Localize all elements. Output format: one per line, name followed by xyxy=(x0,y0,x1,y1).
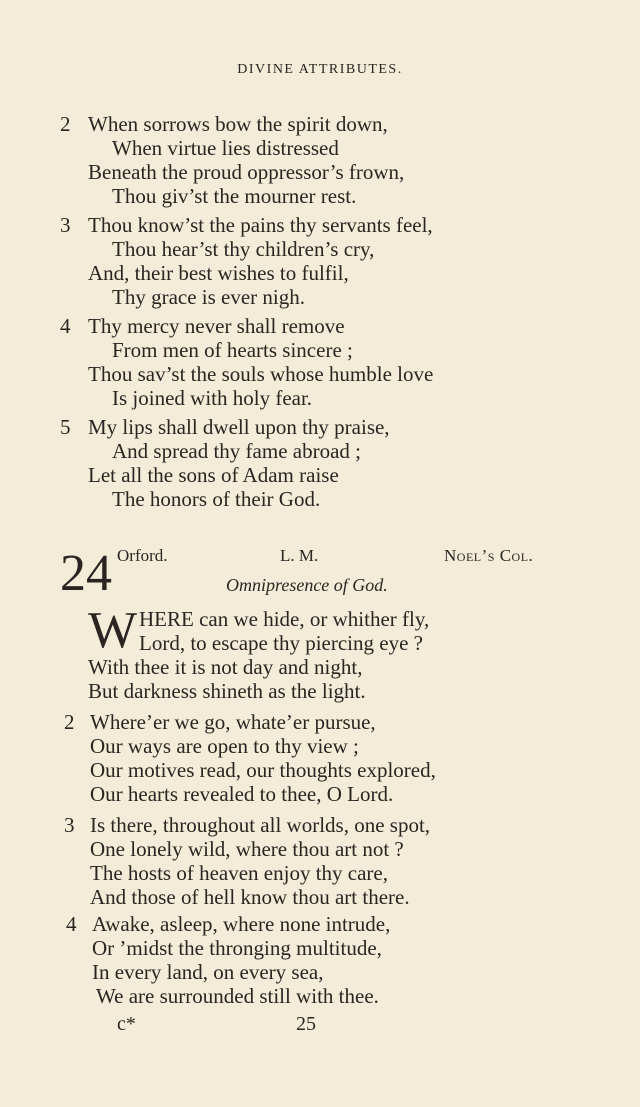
verse-line: When virtue lies distressed xyxy=(112,136,339,160)
verse-line: My lips shall dwell upon thy praise, xyxy=(88,415,390,439)
verse-line: But darkness shineth as the light. xyxy=(88,679,366,703)
verse-number: 3 xyxy=(60,213,71,237)
verse-line: We are surrounded still with thee. xyxy=(96,984,379,1008)
verse-line: Is there, throughout all worlds, one spot, xyxy=(90,813,431,837)
verse-line: Thy grace is ever nigh. xyxy=(112,285,306,309)
verse-line: From men of hearts sincere ; xyxy=(112,338,353,362)
source-credit: Noel’s Col. xyxy=(444,546,534,565)
verse-line: Thou giv’st the mourner rest. xyxy=(112,184,357,208)
verse-line: Beneath the proud oppressor’s frown, xyxy=(88,160,405,184)
verse-line: In every land, on every sea, xyxy=(92,960,324,984)
verse-line: Our motives read, our thoughts explored, xyxy=(90,758,436,782)
verse-line: And those of hell know thou art there. xyxy=(90,885,410,909)
verse-line: Thy mercy never shall remove xyxy=(88,314,345,338)
page-number: 25 xyxy=(296,1013,316,1035)
verse-line: Our ways are open to thy view ; xyxy=(90,734,359,758)
verse-line: Is joined with holy fear. xyxy=(112,386,313,410)
hymn-subtitle: Omnipresence of God. xyxy=(226,575,388,595)
verse-line: Or ’midst the thronging multitude, xyxy=(92,936,382,960)
verse-line: Awake, asleep, where none intrude, xyxy=(92,912,391,936)
verse-number: 4 xyxy=(60,314,71,338)
verse-line: The honors of their God. xyxy=(112,487,321,511)
running-head: DIVINE ATTRIBUTES. xyxy=(237,62,403,77)
verse-line: Lord, to escape thy piercing eye ? xyxy=(139,631,423,655)
verse-line: Thou hear’st thy children’s cry, xyxy=(112,237,375,261)
verse-number: 4 xyxy=(66,912,77,936)
verse-line: Where’er we go, whate’er pursue, xyxy=(90,710,376,734)
verse-line: And spread thy fame abroad ; xyxy=(112,439,361,463)
verse-line: HERE can we hide, or whither fly, xyxy=(139,607,430,631)
verse-line: With thee it is not day and night, xyxy=(88,655,363,679)
verse-number: 2 xyxy=(60,112,71,136)
verse-line: One lonely wild, where thou art not ? xyxy=(90,837,404,861)
verse-line: Our hearts revealed to thee, O Lord. xyxy=(90,782,394,806)
tune-name: Orford. xyxy=(117,546,168,565)
drop-cap: W xyxy=(88,602,138,659)
verse-line: When sorrows bow the spirit down, xyxy=(88,112,388,136)
verse-line: Thou know’st the pains thy servants feel, xyxy=(88,213,433,237)
verse-line: Thou sav’st the souls whose humble love xyxy=(88,362,434,386)
verse-number: 2 xyxy=(64,710,75,734)
verse-line: Let all the sons of Adam raise xyxy=(88,463,339,487)
meter: L. M. xyxy=(280,546,319,565)
verse-line: And, their best wishes to fulfil, xyxy=(88,261,349,285)
signature-mark: c* xyxy=(117,1013,136,1035)
verse-number: 5 xyxy=(60,415,71,439)
verse-line: The hosts of heaven enjoy thy care, xyxy=(90,861,388,885)
hymn-number: 24 xyxy=(60,545,112,602)
verse-number: 3 xyxy=(64,813,75,837)
